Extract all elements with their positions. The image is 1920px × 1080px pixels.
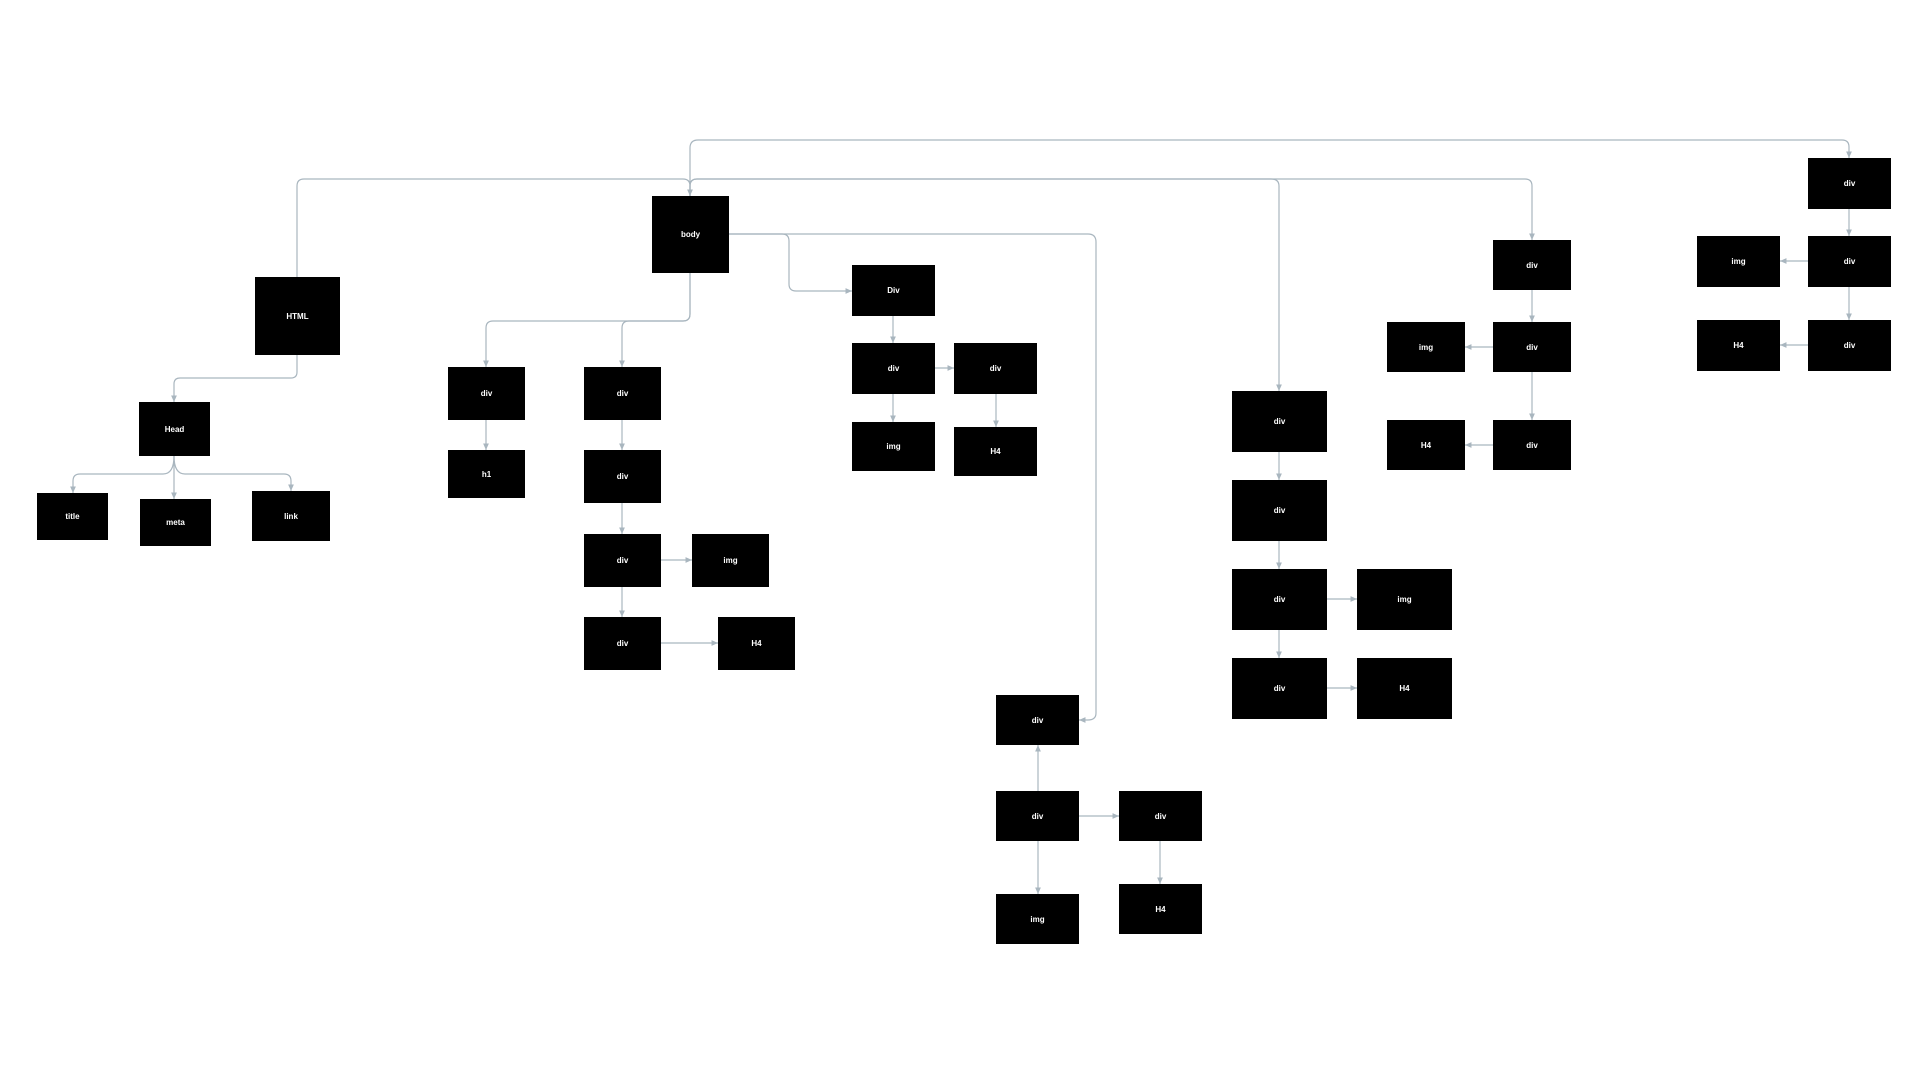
connector-head-to-link bbox=[174, 456, 291, 491]
node-b2-div2[interactable]: div bbox=[584, 450, 661, 503]
node-b7-div[interactable]: div bbox=[1808, 158, 1891, 209]
node-b3-img[interactable]: img bbox=[852, 422, 935, 471]
node-b1-div[interactable]: div bbox=[448, 367, 525, 420]
node-b7-div2[interactable]: div bbox=[1808, 236, 1891, 287]
node-b7-div3[interactable]: div bbox=[1808, 320, 1891, 371]
node-b5-div2[interactable]: div bbox=[1232, 480, 1327, 541]
node-b5-img[interactable]: img bbox=[1357, 569, 1452, 630]
connector-head-to-title bbox=[73, 456, 174, 493]
connector-html-to-head bbox=[174, 355, 297, 402]
connector-html-to-body bbox=[297, 179, 690, 277]
node-b4-div3[interactable]: div bbox=[1119, 791, 1202, 841]
node-b6-div[interactable]: div bbox=[1493, 240, 1571, 290]
connector-body-to-b7_div bbox=[690, 140, 1849, 196]
node-body[interactable]: body bbox=[652, 196, 729, 273]
connector-body-to-b2_div1 bbox=[622, 273, 690, 367]
node-b3-div2[interactable]: div bbox=[852, 343, 935, 394]
node-b3-div[interactable]: Div bbox=[852, 265, 935, 316]
node-html[interactable]: HTML bbox=[255, 277, 340, 355]
node-b5-div4[interactable]: div bbox=[1232, 658, 1327, 719]
connector-body-to-b3_div bbox=[729, 234, 852, 291]
node-b4-div[interactable]: div bbox=[996, 695, 1079, 745]
node-b7-h4[interactable]: H4 bbox=[1697, 320, 1780, 371]
node-b5-div[interactable]: div bbox=[1232, 391, 1327, 452]
node-b4-h4[interactable]: H4 bbox=[1119, 884, 1202, 934]
node-b3-div3[interactable]: div bbox=[954, 343, 1037, 394]
node-meta[interactable]: meta bbox=[140, 499, 211, 546]
node-b4-div2[interactable]: div bbox=[996, 791, 1079, 841]
node-b7-img[interactable]: img bbox=[1697, 236, 1780, 287]
node-b3-h4[interactable]: H4 bbox=[954, 427, 1037, 476]
connector-body-to-b1_div bbox=[486, 273, 690, 367]
node-b6-div3[interactable]: div bbox=[1493, 420, 1571, 470]
node-b4-img[interactable]: img bbox=[996, 894, 1079, 944]
connector-body-to-b6_div bbox=[690, 179, 1532, 240]
node-b2-h4[interactable]: H4 bbox=[718, 617, 795, 670]
node-b2-img[interactable]: img bbox=[692, 534, 769, 587]
node-b2-div3[interactable]: div bbox=[584, 534, 661, 587]
node-b6-h4[interactable]: H4 bbox=[1387, 420, 1465, 470]
node-b5-h4[interactable]: H4 bbox=[1357, 658, 1452, 719]
node-head[interactable]: Head bbox=[139, 402, 210, 456]
node-title[interactable]: title bbox=[37, 493, 108, 540]
node-b1-h1[interactable]: h1 bbox=[448, 450, 525, 498]
node-b6-div2[interactable]: div bbox=[1493, 322, 1571, 372]
node-b6-img[interactable]: img bbox=[1387, 322, 1465, 372]
node-b2-div1[interactable]: div bbox=[584, 367, 661, 420]
node-link[interactable]: link bbox=[252, 491, 330, 541]
node-b5-div3[interactable]: div bbox=[1232, 569, 1327, 630]
node-b2-div4[interactable]: div bbox=[584, 617, 661, 670]
